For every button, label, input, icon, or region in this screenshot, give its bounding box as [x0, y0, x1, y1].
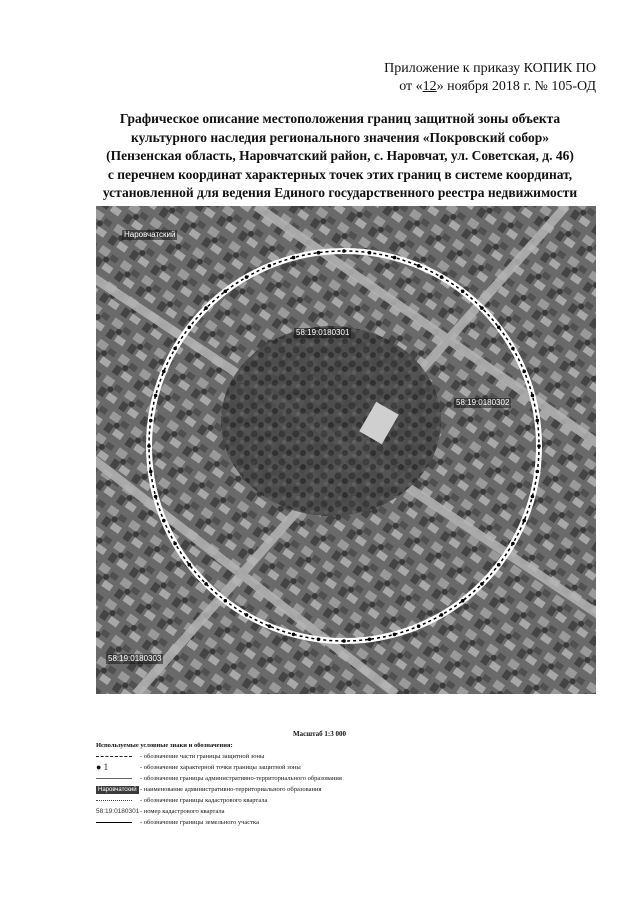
boundary-point — [440, 613, 444, 617]
cadastral-number-sample: 58:19:0180301 — [96, 808, 140, 815]
admin-line-symbol — [96, 778, 140, 779]
boundary-point — [417, 264, 421, 268]
title-line-3: (Пензенская область, Наровчатский район, с. Наровчат, ул. Советская, д. 46) — [106, 148, 574, 163]
legend-text: - обозначение границы административно-территориального образования — [140, 775, 342, 782]
aerial-map-svg — [96, 206, 596, 694]
aerial-map — [96, 206, 596, 694]
boundary-point — [342, 639, 346, 643]
order-day: 12 — [422, 79, 437, 94]
boundary-point — [480, 306, 484, 310]
order-date-prefix: от « — [399, 79, 423, 94]
boundary-point — [154, 495, 158, 499]
boundary-point — [368, 251, 372, 255]
order-line-1: Приложение к приказу КОПИК ПО — [384, 61, 596, 76]
order-date-suffix: » ноября 2018 г. № 105-ОД — [436, 79, 596, 94]
boundary-point — [204, 306, 208, 310]
boundary-point — [536, 470, 540, 474]
boundary-point — [245, 275, 249, 279]
zone-line-symbol — [96, 756, 140, 757]
legend-row-point — [96, 762, 396, 773]
document-title — [80, 110, 600, 203]
boundary-point — [173, 542, 177, 546]
boundary-point — [154, 394, 158, 398]
legend — [96, 740, 396, 828]
boundary-point — [292, 633, 296, 637]
boundary-point — [268, 624, 272, 628]
legend-text: - обозначение характерной точки границы защитной зоны — [140, 764, 301, 771]
boundary-point — [511, 542, 515, 546]
boundary-point — [537, 444, 541, 448]
title-line-4: с перечнем координат характерных точек этих границ в системе координат, — [107, 166, 573, 182]
boundary-point — [536, 419, 540, 423]
boundary-point — [162, 370, 166, 374]
boundary-point — [268, 264, 272, 268]
boundary-point — [188, 326, 192, 330]
point-symbol: ● 1 — [96, 762, 109, 772]
quarter-line-symbol — [96, 800, 140, 801]
title-line-1: Графическое описание местоположения границ защитной зоны объекта — [119, 111, 561, 126]
boundary-point — [480, 582, 484, 586]
boundary-point — [531, 394, 535, 398]
boundary-point — [497, 563, 501, 567]
boundary-point — [147, 444, 151, 448]
boundary-point — [522, 519, 526, 523]
boundary-point — [368, 638, 372, 642]
boundary-point — [440, 275, 444, 279]
boundary-point — [531, 495, 535, 499]
map-label-cadastral-bottom: 58:19:0180303 — [108, 654, 162, 663]
boundary-point — [173, 347, 177, 351]
boundary-point — [342, 249, 346, 253]
boundary-point — [317, 638, 321, 642]
legend-row-admin — [96, 773, 396, 784]
parcel-line-symbol — [96, 822, 140, 823]
boundary-point — [188, 563, 192, 567]
legend-text: - обозначение границы кадастрового квартала — [140, 797, 268, 804]
order-line-2 — [384, 78, 596, 96]
boundary-point — [245, 613, 249, 617]
legend-text: - обозначение границы земельного участка — [140, 819, 259, 826]
boundary-point — [511, 347, 515, 351]
legend-row-cadnum — [96, 806, 396, 817]
legend-text: - наименование административно-территориального образования — [140, 786, 322, 793]
title-line-5: установленной для ведения Единого государственного реестра недвижимости — [102, 185, 578, 200]
boundary-point — [224, 599, 228, 603]
admin-label-sample: Наровчатский — [98, 786, 137, 793]
boundary-point — [317, 251, 321, 255]
legend-row-quarter — [96, 795, 396, 806]
boundary-point — [162, 519, 166, 523]
boundary-point — [204, 582, 208, 586]
map-scale: Масштаб 1:3 000 — [293, 730, 346, 738]
boundary-point — [224, 290, 228, 294]
legend-heading: Используемые условные знаки и обозначения: — [96, 742, 233, 749]
legend-row-label — [96, 784, 396, 795]
boundary-point — [393, 633, 397, 637]
order-reference — [384, 60, 596, 96]
boundary-point — [461, 599, 465, 603]
map-label-cadastral-right: 58:19:0180302 — [456, 398, 510, 407]
boundary-point — [497, 326, 501, 330]
boundary-point — [292, 256, 296, 260]
admin-label-symbol — [96, 786, 140, 794]
boundary-point — [522, 370, 526, 374]
legend-row-zone — [96, 751, 396, 762]
boundary-point — [461, 290, 465, 294]
boundary-point — [393, 256, 397, 260]
map-label-district: Наровчатский — [124, 230, 176, 239]
boundary-point — [149, 419, 153, 423]
title-line-2: культурного наследия регионального значения «Покровский собор» — [131, 129, 549, 145]
boundary-point — [149, 470, 153, 474]
map-label-cadastral-center: 58:19:0180301 — [296, 328, 350, 337]
legend-row-parcel — [96, 817, 396, 828]
legend-text: - номер кадастрового квартала — [140, 808, 225, 815]
central-park-area — [221, 326, 441, 516]
legend-text: - обозначение части границы защитной зоны — [140, 753, 265, 760]
boundary-point — [417, 624, 421, 628]
